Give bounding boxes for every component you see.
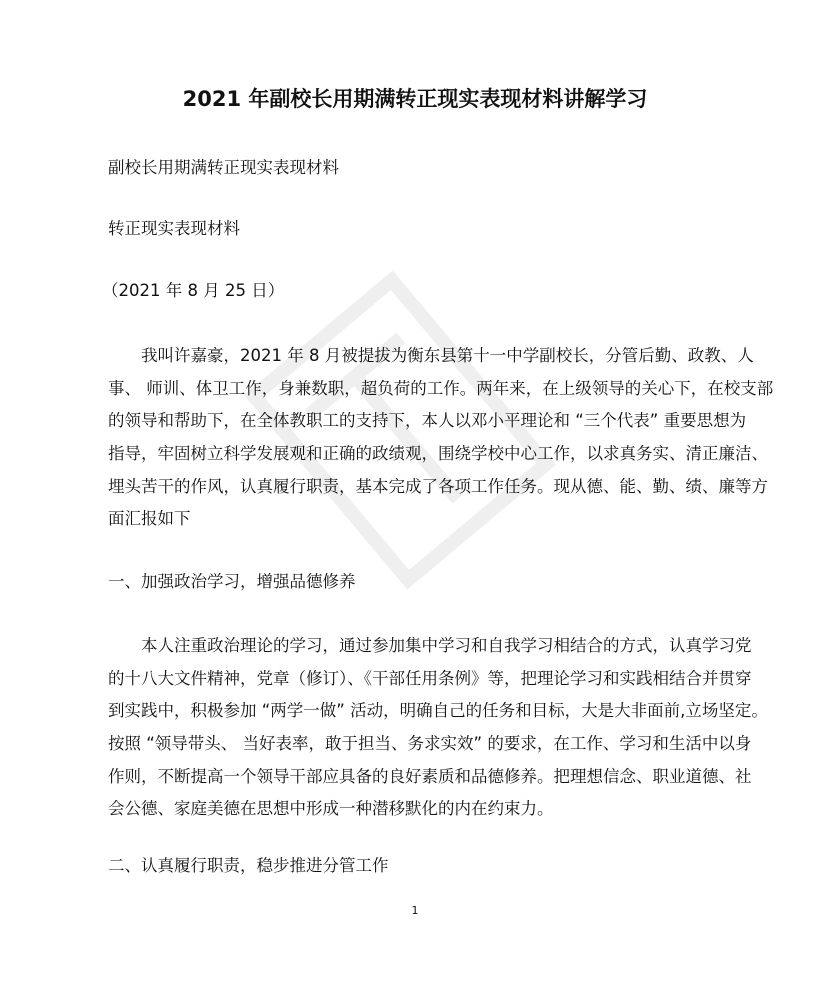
page-number: 1 xyxy=(411,904,419,917)
text-line: 的领导和帮助下，在全体教职工的支持下，本人以邓小平理论和 “三个代表” 重要思想为 xyxy=(108,411,747,430)
text-line: 作则，不断提高一个领导干部应具备的良好素质和品德修养。把理想信念、职业道德、社 xyxy=(108,767,752,786)
text-line: 我叫许嘉豪，2021 年 8 月被提拔为衡东县第十一中学副校长，分管后勤、政教、人 xyxy=(108,346,754,365)
text-line: 指导，牢固树立科学发展观和正确的政绩观，围绕学校中心工作，以求真务实、清正廉洁、 xyxy=(108,444,768,463)
text-line: 按照 “领导带头、 当好表率，敢于担当、务求实效” 的要求，在工作、学习和生活中以身 xyxy=(108,734,752,753)
text-line: 事、 师训、体卫工作，身兼数职，超负荷的工作。两年来，在上级领导的关心下，在校支部 xyxy=(108,379,774,398)
document-date: （2021 年 8 月 25 日） xyxy=(102,281,285,300)
section-heading: 一、加强政治学习，增强品德修养 xyxy=(108,572,356,591)
text-line: 本人注重政治理论的学习，通过参加集中学习和自我学习相结合的方式，认真学习党 xyxy=(108,636,752,655)
section-heading: 二、认真履行职责，稳步推进分管工作 xyxy=(108,856,389,875)
text-line: 埋头苦干的作风，认真履行职责，基本完成了各项工作任务。现从德、能、勤、绩、廉等方 xyxy=(108,477,768,496)
subtitle: 转正现实表现材料 xyxy=(108,219,240,238)
text-line: 面汇报如下 xyxy=(108,509,191,528)
text-line: 会公德、家庭美德在思想中形成一种潜移默化的内在约束力。 xyxy=(108,799,554,818)
subtitle: 副校长用期满转正现实表现材料 xyxy=(108,158,339,177)
text-line: 到实践中，积极参加 “两学一做” 活动，明确自己的任务和目标，大是大非面前,立场坚定。 xyxy=(108,701,768,720)
text-line: 的十八大文件精神，党章（修订）、《干部任用条例》等，把理论学习和实践相结合并贯穿 xyxy=(108,669,752,688)
document-title: 2021 年副校长用期满转正现实表现材料讲解学习 xyxy=(182,87,648,111)
